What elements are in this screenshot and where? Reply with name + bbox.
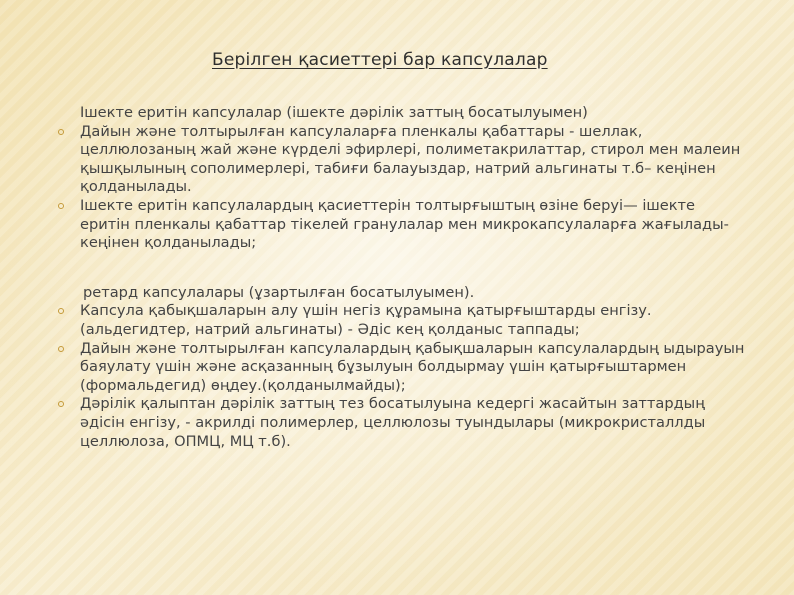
list-item-text: Дайын және толтырылған капсулалардың қабықшаларын капсулалардың ыдырауын баяулату үшін және асқазанның бұзылуын болдырмау үшін қатырғыштармен (формальдегид) өңдеу.(қолданылмайды);: [80, 339, 745, 394]
list-item-text: Ішекте еритін капсулалардың қасиеттерін толтырғыштың өзіне беруі— ішекте еритін пленкалы қабаттар тікелей гранулалар мен микрокапсулаларға жағылады- кеңінен қолданылады;: [80, 196, 729, 252]
section-spacer: [58, 253, 748, 284]
slide-title: Берілген қасиеттері бар капсулалар: [212, 50, 548, 70]
list-item: [58, 302, 748, 339]
list-item: [58, 197, 748, 253]
list-item-text: Дайын және толтырылған капсулаларға пленкалы қабаттары - шеллак, целлюлозаның жай және күрделі эфирлері, полиметакрилаттар, стирол мен малеин қышқылының сополимерлері, табиғи балауыздар, натрий альгинаты т.б– кеңінен қолданылады.: [80, 122, 741, 196]
list-item: [58, 123, 748, 197]
bullet-icon: [58, 203, 64, 209]
bullet-icon: [58, 401, 64, 407]
list-item-text: Дәрілік қалыптан дәрілік заттың тез босатылуына кедергі жасайтын заттардың әдісін енгізу, - акрилді полимерлер, целлюлозы туындылары (микрокристаллды целлюлоза, ОПМЦ, МЦ т.б).: [80, 395, 706, 450]
section-enteric: [58, 104, 748, 253]
bullet-icon: [58, 346, 64, 352]
list-item: [58, 395, 748, 451]
section-retard: [58, 284, 748, 451]
section-lead: Ішекте еритін капсулалар (ішекте дәрілік заттың босатылуымен): [80, 104, 588, 121]
list-item: [58, 340, 748, 396]
bullet-icon: [58, 308, 64, 314]
list-item-text: Капсула қабықшаларын алу үшін негіз құрамына қатырғыштарды енгізу. (альдегидтер, натрий альгинаты) - Әдіс кең қолданыс таппады;: [80, 302, 652, 338]
bullet-list: [58, 302, 748, 451]
slide-content: [58, 104, 748, 451]
bullet-icon: [58, 129, 64, 135]
bullet-list: [58, 123, 748, 253]
section-lead: ретард капсулалары (ұзартылған босатылуымен).: [83, 283, 475, 301]
